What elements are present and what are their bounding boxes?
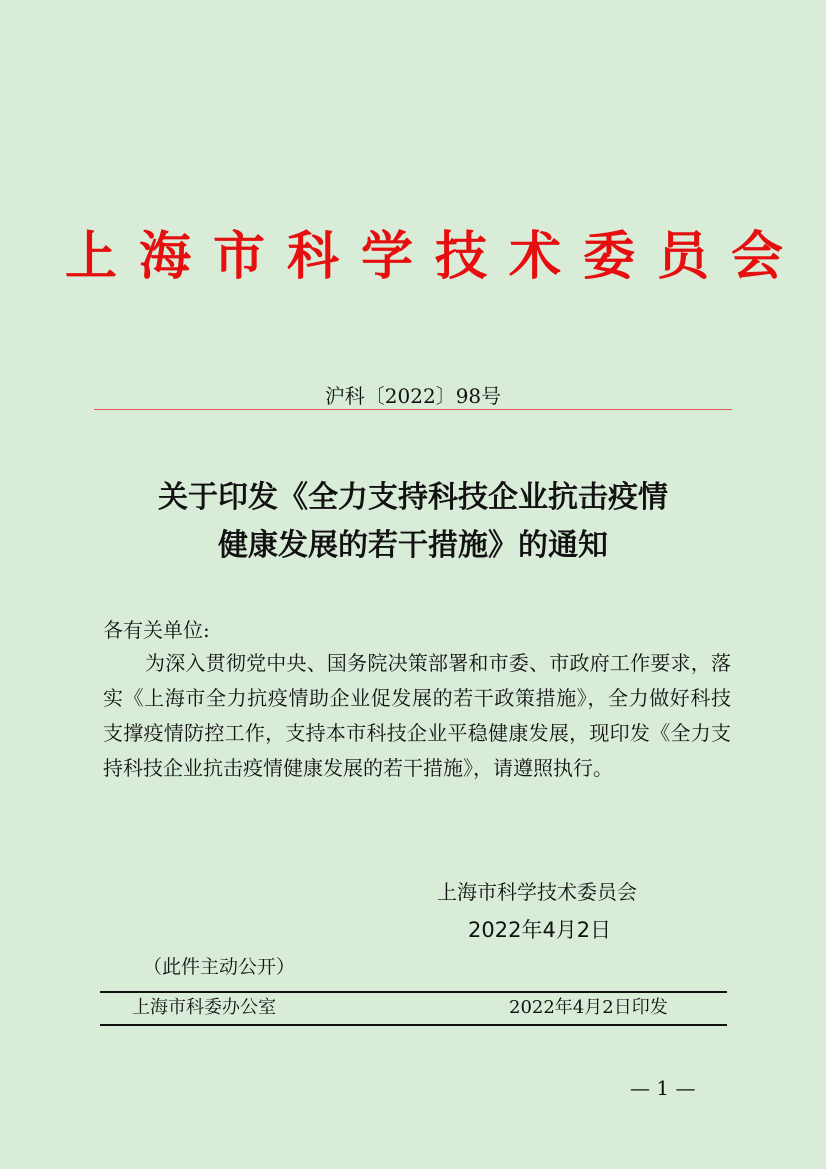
signature-date: 2022年4月2日 (468, 918, 612, 942)
footer-bottom-rule (100, 1024, 727, 1026)
disclosure-note: （此件主动公开） (143, 956, 296, 978)
footer-issuing-office: 上海市科委办公室 (132, 997, 276, 1018)
document-title-line-2: 健康发展的若干措施》的通知 (218, 528, 608, 563)
footer-print-date: 2022年4月2日印发 (509, 997, 668, 1018)
document-number: 沪科〔2022〕98号 (324, 384, 502, 408)
signature-organization: 上海市科学技术委员会 (437, 880, 637, 904)
salutation: 各有关单位: (103, 618, 210, 642)
document-title-line-1: 关于印发《全力支持科技企业抗击疫情 (158, 480, 668, 515)
footer-top-rule (100, 991, 727, 993)
red-divider (94, 409, 732, 410)
issuing-organization-header: 上海市科学技术委员会 (64, 226, 805, 287)
document-title (0, 474, 826, 570)
page-number: — 1 — (630, 1076, 696, 1100)
body-paragraph: 为深入贯彻党中央、国务院决策部署和市委、市政府工作要求，落实《上海市全力抗疫情助企业促发展的若干政策措施》，全力做好科技支撑疫情防控工作，支持本市科技企业平稳健康发展，现印发《全力支持科技企业抗击疫情健康发展的若干措施》，请遵照执行。 (103, 651, 731, 780)
